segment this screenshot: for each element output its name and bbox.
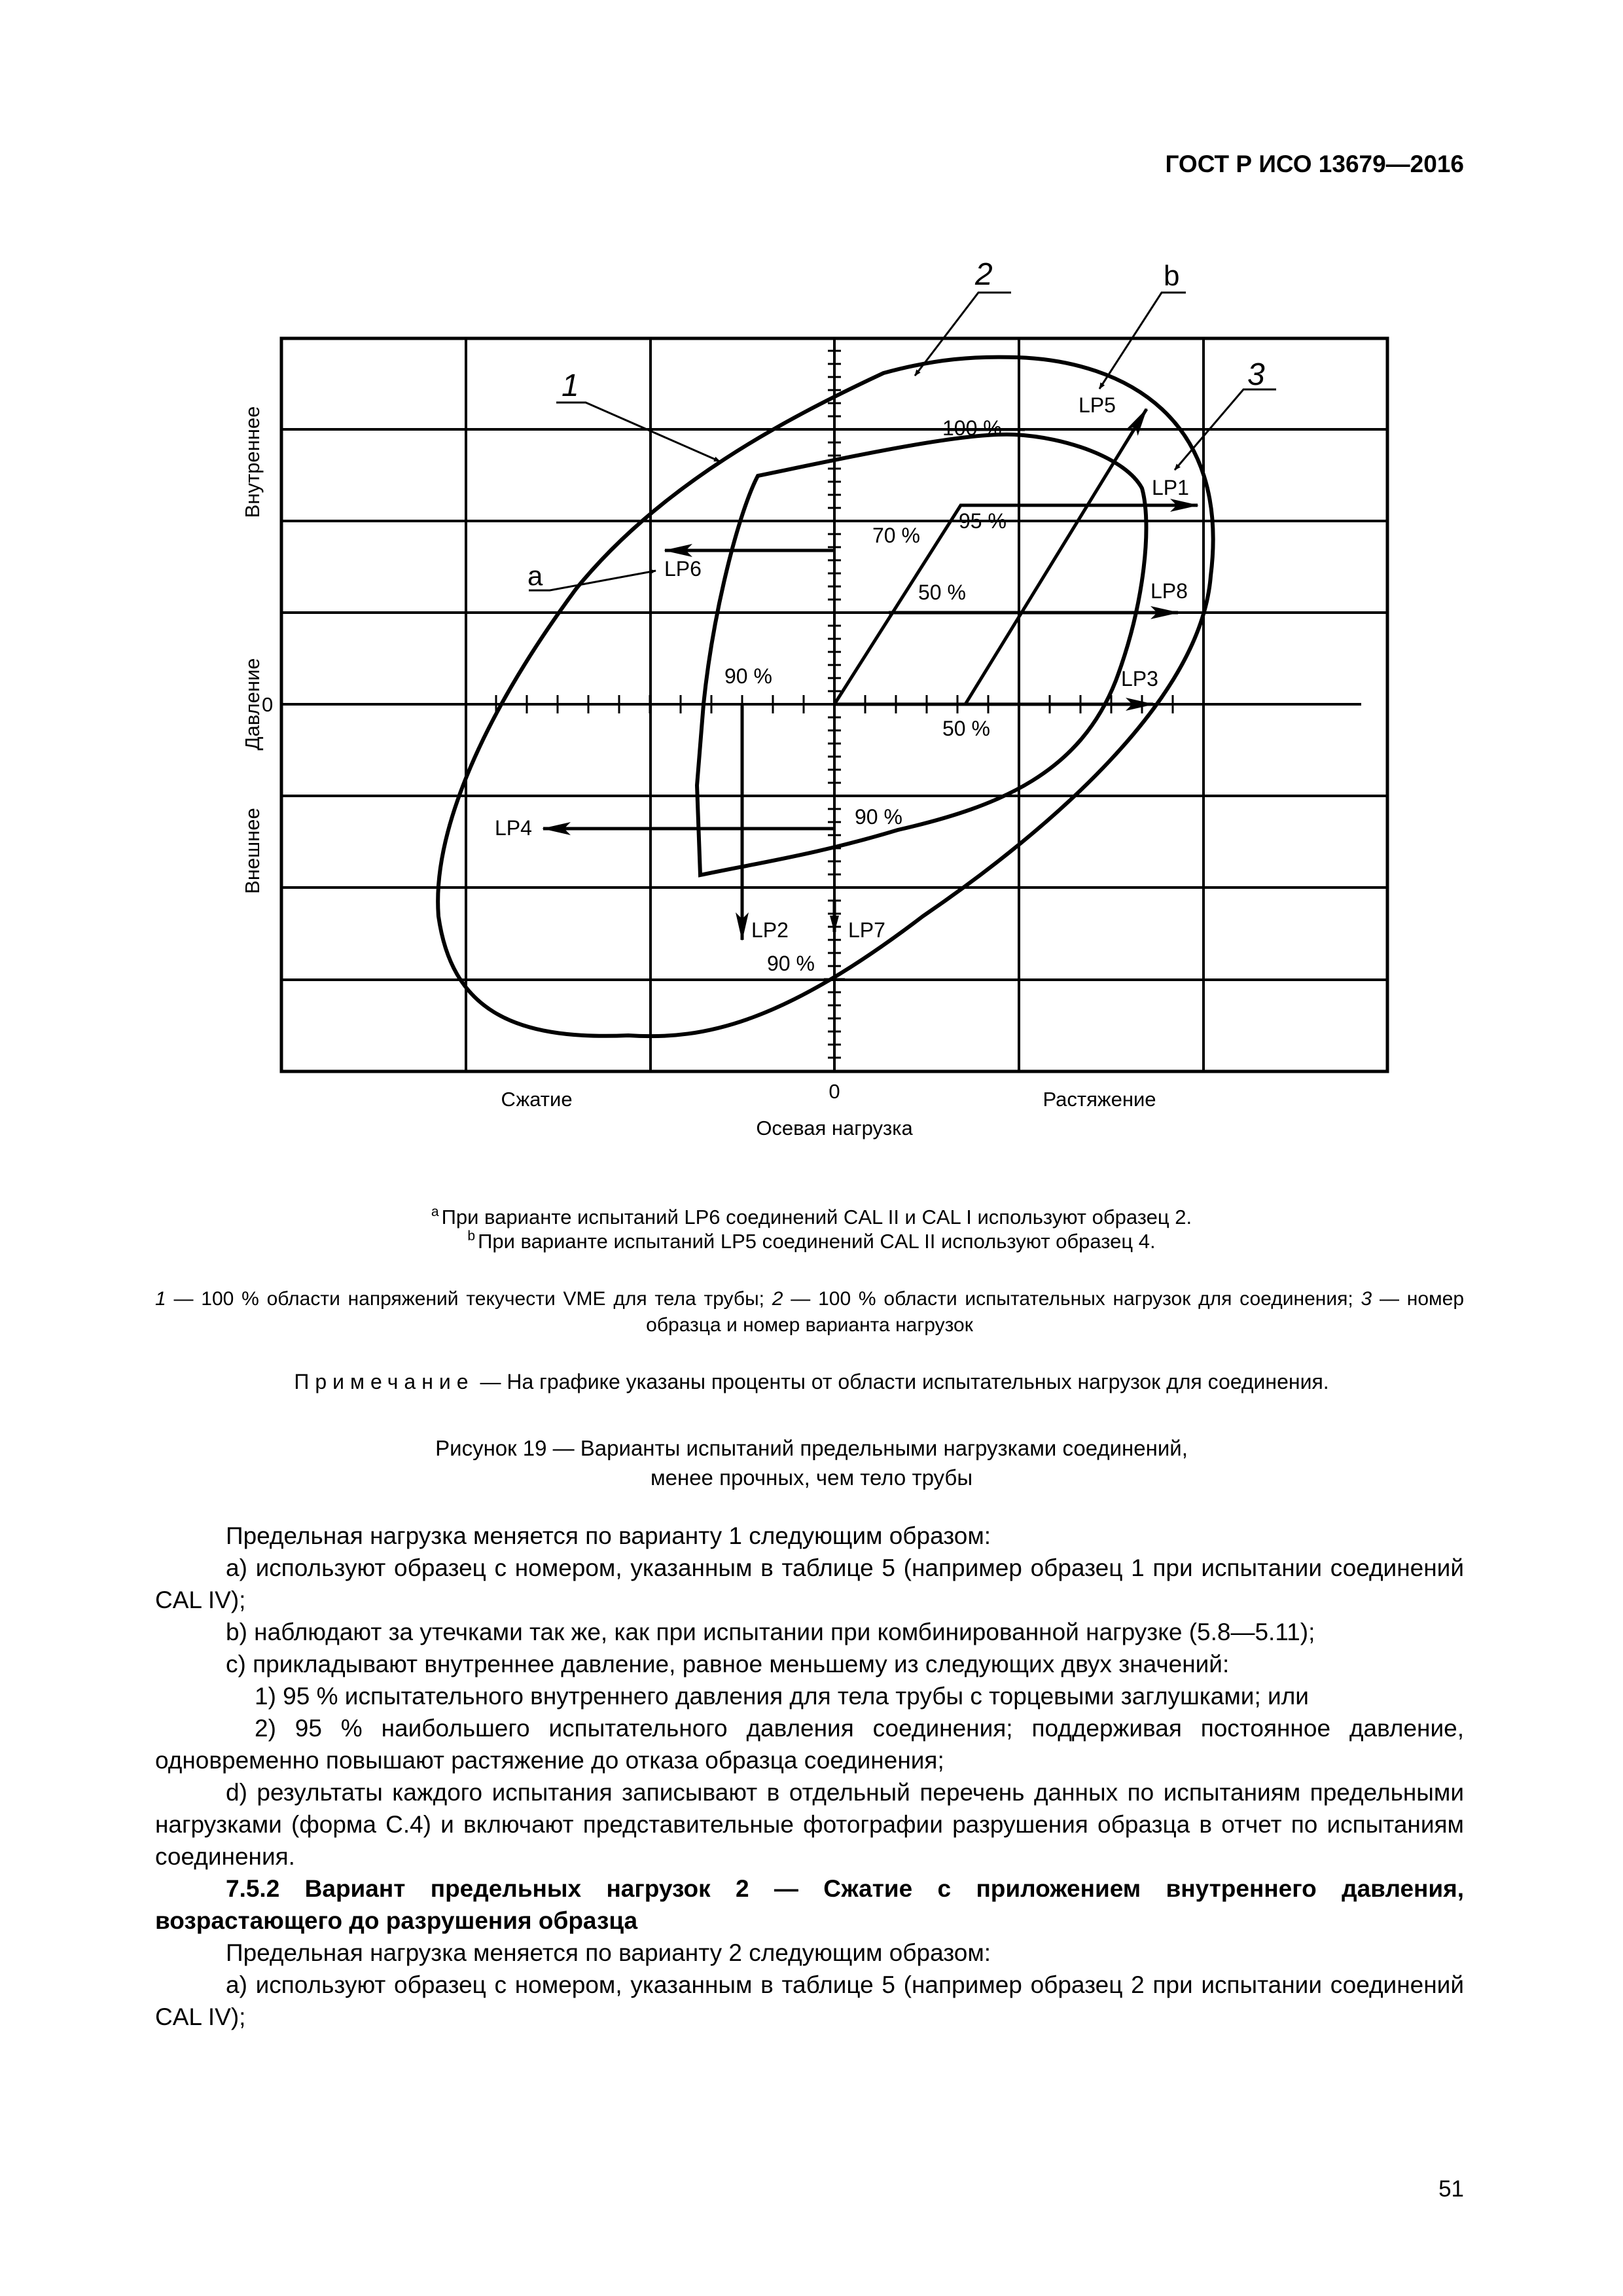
paragraph: a) используют образец с номером, указанным в таблице 5 (например образец 1 при испытании соединений CAL IV);	[155, 1554, 1464, 1613]
lp5-label: LP5	[1079, 393, 1116, 417]
x-axis-left-label: Сжатие	[501, 1088, 573, 1111]
x-axis-right-label: Растяжение	[1043, 1088, 1156, 1111]
lp7-label: LP7	[848, 918, 885, 942]
load-path-lines	[543, 409, 1198, 940]
paragraph: Предельная нагрузка меняется по варианту 1 следующим образом:	[226, 1522, 991, 1549]
p50-lower-label: 50 %	[942, 717, 990, 740]
p100-label: 100 %	[942, 416, 1002, 440]
p90-right-label: 90 %	[855, 805, 902, 829]
lp8-label: LP8	[1150, 579, 1188, 603]
callout-1-leader	[556, 403, 720, 461]
lp4-label: LP4	[495, 816, 532, 840]
footnote-b-mark: b	[467, 1229, 476, 1244]
paragraph: c) прикладывают внутреннее давление, равное меньшему из следующих двух значений:	[226, 1651, 1230, 1677]
lp1-label: LP1	[1152, 476, 1189, 499]
document-header: ГОСТ Р ИСО 13679—2016	[1165, 151, 1464, 177]
callout-1: 1	[562, 368, 579, 403]
p95-label: 95 %	[959, 509, 1007, 533]
body-text	[155, 1520, 1464, 2033]
x-axis-title: Осевая нагрузка	[756, 1117, 913, 1139]
paragraph: Предельная нагрузка меняется по варианту 2 следующим образом:	[226, 1939, 991, 1966]
footnote-b	[0, 1224, 1623, 1253]
note-text: — На графике указаны проценты от области испытательных нагрузок для соединения.	[474, 1370, 1329, 1393]
legend-text-2: — 100 % области испытательных нагрузок для соединения;	[783, 1288, 1361, 1310]
paragraph: 1) 95 % испытательного внутреннего давления для тела трубы с торцевыми заглушками; или	[255, 1683, 1309, 1710]
p90-left-label: 90 %	[724, 664, 772, 688]
paragraph: b) наблюдают за утечками так же, как при испытании при комбинированной нагрузке (5.8—5.11);	[226, 1619, 1315, 1645]
footnote-a-mark: a	[431, 1204, 439, 1219]
callout-3: 3	[1247, 357, 1265, 392]
page-number: 51	[1438, 2176, 1464, 2202]
paragraph: d) результаты каждого испытания записывают в отдельный перечень данных по испытаниям предельными нагрузками (форма С.4) и включают представительные фотографии разрушения образца в отчет по испытаниям соединения.	[155, 1779, 1464, 1870]
legend-num-3: 3	[1361, 1288, 1372, 1310]
vme-ellipse-curve	[438, 357, 1213, 1037]
lp6-label: LP6	[664, 557, 702, 581]
caption-line-2: менее прочных, чем тело трубы	[650, 1465, 973, 1490]
y-axis-lower-label: Внешнее	[241, 808, 264, 894]
figure-caption	[0, 1433, 1623, 1492]
axes	[281, 338, 1361, 1071]
callout-2: 2	[975, 257, 993, 292]
lp5-path	[965, 409, 1147, 704]
paragraph: 2) 95 % наибольшего испытательного давления соединения; поддерживая постоянное давление, одновременно повышают растяжение до отказа образца соединения;	[155, 1715, 1464, 1774]
legend-text-1: — 100 % области напряжений текучести VME для тела трубы;	[166, 1288, 772, 1310]
paragraph: a) используют образец с номером, указанным в таблице 5 (например образец 2 при испытании соединений CAL IV);	[155, 1971, 1464, 2030]
callout-b: b	[1164, 260, 1180, 292]
section-heading-7-5-2: 7.5.2 Вариант предельных нагрузок 2 — Сжатие с приложением внутреннего давления, возрастающего до разрушения образца	[155, 1875, 1464, 1934]
legend-text-3: — номер образца и номер варианта нагрузок	[646, 1288, 1465, 1336]
y-axis-upper-label: Внутреннее	[241, 406, 264, 518]
legend-num-1: 1	[155, 1288, 166, 1310]
lp2-label: LP2	[751, 918, 789, 942]
y-axis-title: Давление	[241, 658, 264, 751]
y-axis-zero-label: 0	[262, 693, 274, 716]
figure-note	[0, 1370, 1623, 1394]
note-label: Примечание	[294, 1370, 474, 1393]
callout-a-leader	[529, 571, 656, 590]
footnote-a-text: При варианте испытаний LP6 соединений CAL II и CAL I используют образец 2.	[441, 1206, 1192, 1229]
x-axis-zero-label: 0	[829, 1080, 840, 1103]
p70-label: 70 %	[872, 524, 920, 547]
figure-legend	[155, 1286, 1464, 1338]
footnote-b-text: При варианте испытаний LP5 соединений CAL II используют образец 4.	[478, 1230, 1156, 1253]
connection-envelope-curve	[697, 435, 1147, 875]
p50-upper-label: 50 %	[918, 581, 966, 604]
lp3-label: LP3	[1121, 667, 1158, 691]
callout-b-leader	[1099, 293, 1186, 389]
callout-a: a	[527, 560, 543, 591]
legend-num-2: 2	[772, 1288, 783, 1310]
caption-line-1: Рисунок 19 — Варианты испытаний предельными нагрузками соединений,	[435, 1436, 1188, 1460]
p90-bottom-label: 90 %	[767, 952, 815, 975]
